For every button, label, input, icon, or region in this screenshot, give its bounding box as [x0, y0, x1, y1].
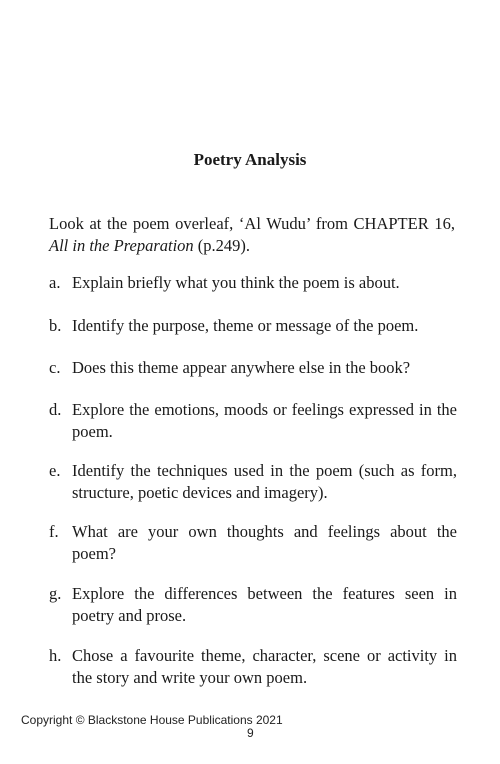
question-text: Explore the differences between the features seen in poetry and prose.	[72, 584, 457, 625]
question-item-g	[49, 583, 457, 627]
question-text: Does this theme appear anywhere else in the book?	[72, 358, 411, 377]
intro-paragraph	[49, 213, 455, 257]
intro-chapter-title: All in the Preparation	[49, 236, 194, 255]
question-text: What are your own thoughts and feelings about the poem?	[72, 522, 457, 563]
question-marker: h.	[49, 646, 62, 665]
question-item-e	[49, 460, 457, 504]
question-marker: f.	[49, 522, 59, 541]
question-text: Chose a favourite theme, character, scene or activity in the story and write your own poem.	[72, 646, 457, 687]
question-item-c	[49, 357, 457, 379]
question-item-h	[49, 645, 457, 689]
question-marker: g.	[49, 584, 62, 603]
page-number: 9	[247, 726, 254, 740]
intro-text-start: Look at the poem overleaf, ‘Al Wudu’ from CHAPTER 16,	[49, 214, 455, 233]
question-text: Identify the techniques used in the poem (such as form, structure, poetic devices and imagery).	[72, 461, 457, 502]
question-marker: a.	[49, 273, 61, 292]
question-item-b	[49, 315, 457, 337]
question-marker: b.	[49, 316, 62, 335]
question-text: Explore the emotions, moods or feelings expressed in the poem.	[72, 400, 457, 441]
intro-text-end: (p.249).	[193, 236, 251, 255]
question-marker: d.	[49, 400, 62, 419]
copyright-notice: Copyright © Blackstone House Publications 2021	[21, 713, 283, 727]
question-item-a	[49, 272, 457, 294]
question-marker: e.	[49, 461, 61, 480]
question-marker: c.	[49, 358, 61, 377]
question-item-f	[49, 521, 457, 565]
question-text: Identify the purpose, theme or message of the poem.	[72, 316, 419, 335]
question-text: Explain briefly what you think the poem is about.	[72, 273, 400, 292]
question-item-d	[49, 399, 457, 443]
page-title: Poetry Analysis	[193, 150, 307, 169]
